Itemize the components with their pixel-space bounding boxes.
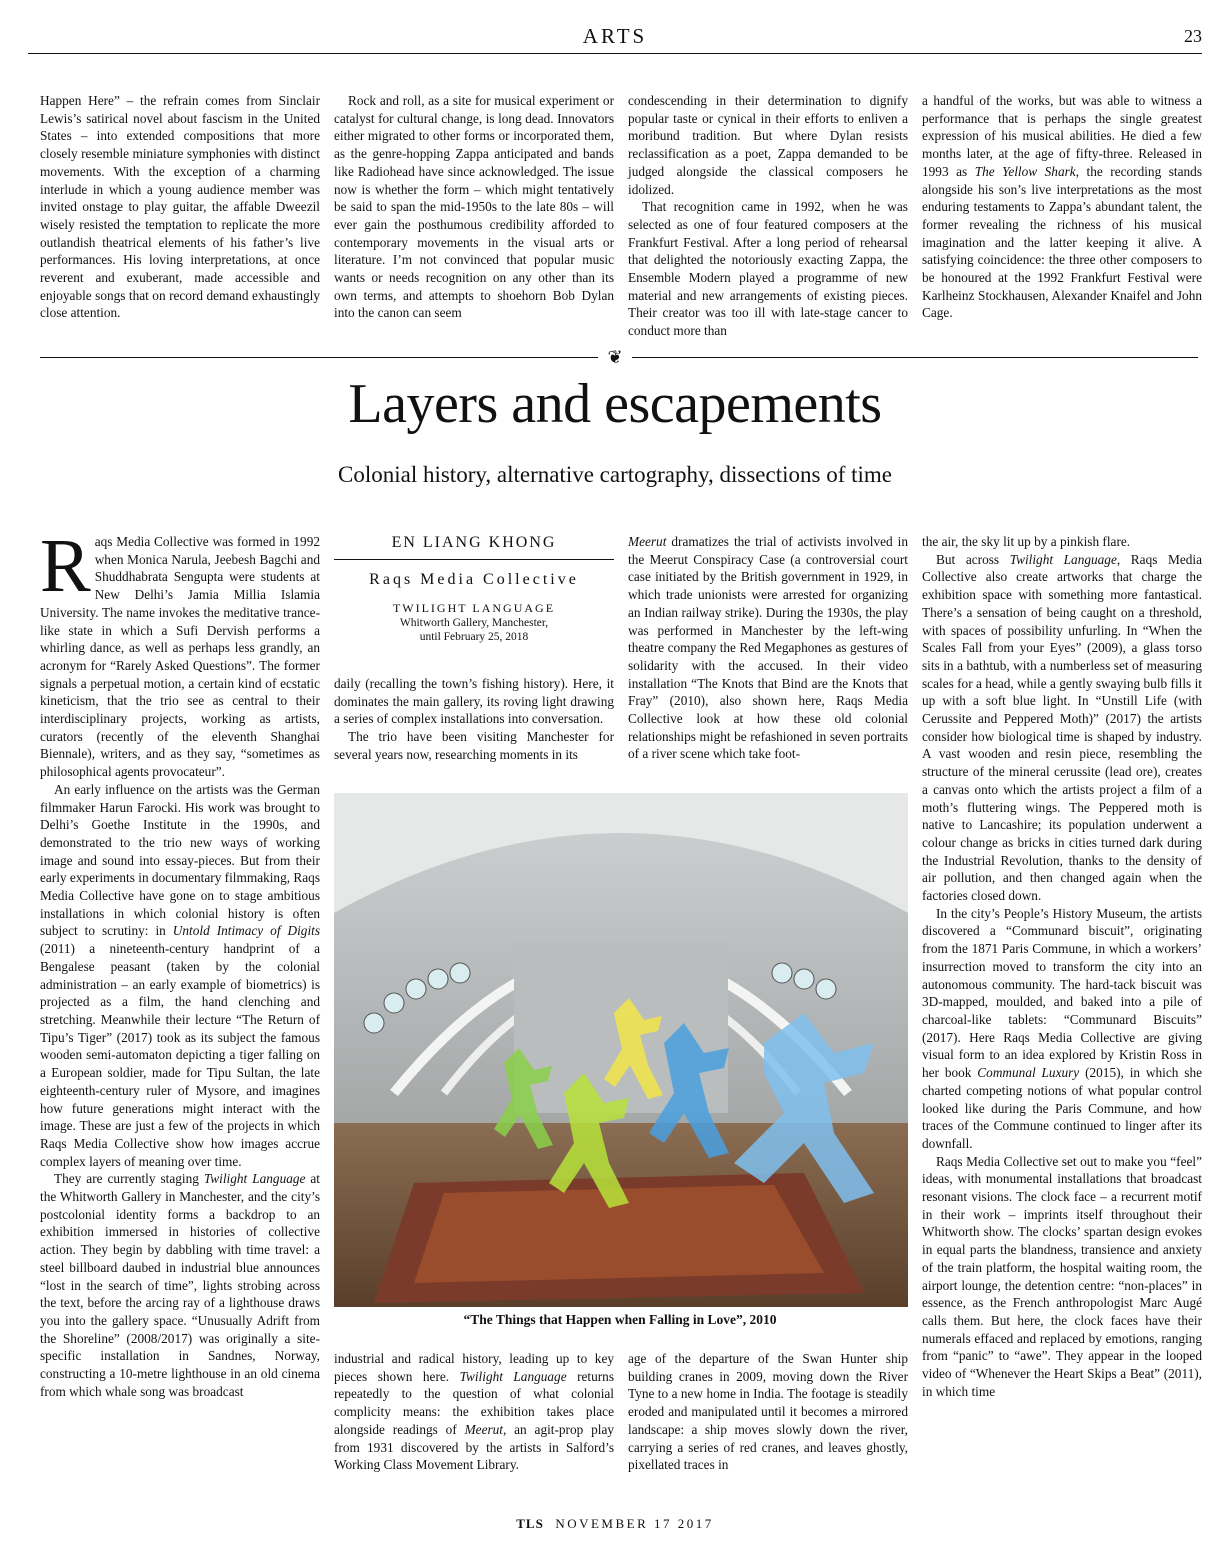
paragraph: An early influence on the artists was the German filmmaker Harun Farocki. His work was brought to Delhi’s Goethe Institute in the 1990s, and demonstrated to the trio new ways of working image and sound into essay-pieces. But from their early experiments in documentary filmmaking, Raqs Media Collective have gone on to stage ambitious installations in which colonial history is often subject to scrutiny: in Untold Intimacy of Digits (2011) a nineteenth-century handprint of a Bengalese peasant (taken by the colonial administration – an early example of biometrics) is projected as a film, the hand clenching and stretching. Meanwhile their lecture “The Return of Tipu’s Tiger” (2017) took as its subject the famous wooden semi-automaton depicting a tiger falling on a European soldier, made for Tipu Sultan, the late eighteenth-century ruler of Mysore, and imagines how future generations might interact with the image. These are just a few of the projects in which Raqs Media Collective show how images accrue complex layers of meaning over time. bbox=[40, 781, 321, 1169]
paragraph: But across Twilight Language, Raqs Media Collective also create artworks that charge the exhibition space with something more fantastical. There’s a sensation of being caught on a threshold, with spaces of possibility unfurling. In “When the Scales Fall from your Eyes” (2009), a glass torso sits in a bathtub, with a numberless set of measuring scales for a head, while a gently swaying bulb fills it up with a soft blue light. In “Unstill Life (with Cerussite and Peppered Moth)” (2017) the artists consider how biological time is shaped by industry. A vast wooden and resin piece, resembling the structure of the mineral cerussite (lead ore), creates a canvas onto which the artists project a film of a moth’s fluttering wings. The Peppered moth is native to Lancashire; its population underwent a colour change as bricks in cities turned dark during the Industrial Revolution, thanks to the density of air pollution, and then changed again when the factories closed down. bbox=[922, 551, 1202, 904]
drop-cap: R bbox=[40, 524, 91, 608]
article-column-1 bbox=[40, 524, 321, 1400]
artist-name: Raqs Media Collective bbox=[369, 571, 579, 588]
prev-article-column-3 bbox=[628, 92, 908, 340]
article-subheadline: Colonial history, alternative cartography, dissections of time bbox=[338, 462, 892, 487]
page-footer bbox=[0, 1516, 1230, 1532]
paragraph: They are currently staging Twilight Language at the Whitworth Gallery in Manchester, and the city’s postcolonial identity forms a backdrop to an exhibition immersed in histories of collective action. They begin by dabbling with time travel: a steel billboard daubed in industrial blue announces “lost in the search of time”, lights strobing across the text, before the arcing ray of a lighthouse draws you into the gallery space. “Unusually Adrift from the Shoreline” (2008/2017) was originally a site-specific installation in Sandnes, Norway, constructing a 10-metre lighthouse in an old cinema from which whale song was broadcast bbox=[40, 1171, 320, 1399]
paragraph: Raqs Media Collective set out to make you “feel” ideas, with monumental installations that broadcast resonant visions. The clock face – a recurrent motif in their work – imprints itself throughout their Whitworth show. The clocks’ spartan design evokes in equal parts the blandness, transience and anxiety of the train platform, the hospital waiting room, the airport lounge, the detention centre: “non-places” in essence, as the French anthropologist Marc Augé calls them. But here, the clock faces have their numerals effaced and replaced by emotions, ranging from “panic” to “awe”. They appear in the looped video of “Whenever the Heart Skips a Beat” (2011), in which time bbox=[922, 1153, 1202, 1399]
prev-article-column-1 bbox=[40, 92, 320, 322]
installation-photo-illustration bbox=[334, 793, 908, 1307]
article-divider-left bbox=[40, 357, 598, 358]
author-byline: EN LIANG KHONG bbox=[391, 534, 557, 551]
byline-rule bbox=[334, 559, 614, 560]
paragraph: Meerut dramatizes the trial of activists involved in the Meerut Conspiracy Case (a controversial court case initiated by the British government in 1929, in which trade unionists were arrested for organizing an Indian railway strike). During the 1930s, the play was performed in Manchester by the left-wing theatre company the Red Megaphones as gestures of solidarity with the accused. In their video installation “The Knots that Bind are the Knots that Fray” (2010), also shown here, Raqs Media Collective look at how these old colonial relationships might be refashioned in seven portraits of a river scene which take foot- bbox=[628, 534, 908, 762]
gallery-photograph bbox=[334, 793, 908, 1307]
article-column-2-top bbox=[334, 675, 614, 764]
section-label: ARTS bbox=[582, 24, 648, 48]
paragraph: That recognition came in 1992, when he was selected as one of four featured composers at the Frankfurt Festival. After a long period of rehearsal that delighted the notoriously exacting Zappa, the Ensemble Modern played a programme of new material and new arrangements of existing pieces. Their creator was too ill with late-stage cancer to conduct more than bbox=[628, 199, 908, 339]
paragraph: Raqs Media Collective was formed in 1992 when Monica Narula, Jeebesh Bagchi and Shuddhabrata Sengupta were students at New Delhi’s Jamia Millia Islamia University. The name invokes the meditative trance-like state in which a Sufi Dervish performs a whirling dance, as well as perhaps less grandly, an acronym for “Rarely Asked Questions”. The former signals a perpetual motion, a certain kind of ecstatic kineticism, that the trio see as central to their interdisciplinary projects, working as artists, curators (recently of the eleventh Shanghai Biennale), writers, and as they say, “sometimes as philosophical agents provocateur”. bbox=[40, 524, 320, 780]
article-column-4 bbox=[922, 533, 1202, 1400]
exhibition-venue: Whitworth Gallery, Manchester, bbox=[399, 617, 549, 629]
paragraph: Happen Here” – the refrain comes from Sinclair Lewis’s satirical novel about fascism in the United States – into extended compositions that more closely resemble miniature symphonies with distinct movements. With the exception of a charming interlude in which a young audience member was invited onstage to play guitar, the affable Dweezil wisely resisted the temptation to replicate the more outlandish theatrical elements of his father’s live performances. His loving interpretations, at once reverent and exuberant, made accessible and enjoyable songs that on record demand exhaustingly close attention. bbox=[40, 93, 320, 321]
exhibition-dates: until February 25, 2018 bbox=[419, 631, 529, 643]
article-column-3-top bbox=[628, 533, 908, 763]
article-divider-right bbox=[632, 357, 1198, 358]
article-column-3-bottom bbox=[628, 1350, 908, 1474]
prev-article-column-4 bbox=[922, 92, 1202, 322]
paragraph: a handful of the works, but was able to witness a performance that is perhaps the single greatest expression of his musical abilities. He died a few months later, at the age of fifty-three. Released in 1993 as The Yellow Shark, the recording stands alongside his son’s live interpretations as the most enduring testaments to Zappa’s abundant talent, the former revealing the richness of his musical imagination and the latter keeping it alive. A satisfying coincidence: the three other composers to be honoured at the 1992 Frankfurt Festival were Karlheinz Stockhausen, Alexander Knaifel and John Cage. bbox=[922, 93, 1202, 321]
paragraph: age of the departure of the Swan Hunter ship building cranes in 2009, moving down the River Tyne to a new home in India. The footage is steadily eroded and manipulated until it becomes a mirrored landscape: a ship moves slowly down the river, carrying a series of red cranes, and leaves ghostly, pixellated traces in bbox=[628, 1351, 908, 1473]
paragraph: industrial and radical history, leading up to key pieces shown here. Twilight Language returns repeatedly to the question of what colonial complicity means: the exhibition takes place alongside readings of Meerut, an agit-prop play from 1931 discovered by the artists in Salford’s Working Class Movement Library. bbox=[334, 1351, 615, 1473]
page-number: 23 bbox=[1184, 26, 1202, 46]
paragraph: Rock and roll, as a site for musical experiment or catalyst for cultural change, is long dead. Innovators either migrated to other forms or incorporated them, as the genre-hopping Zappa anticipated and bands like Radiohead have since acknowledged. The issue now is whether the form – which might tentatively be said to span the mid-1950s to the late 80s – will ever gain the posthumous credibility afforded to contemporary movements in the visual arts or literature. I’m not convinced that popular music wants or needs recognition on any other than its own terms, and attempts to shoehorn Bob Dylan into the canon can seem bbox=[334, 93, 614, 321]
article-column-2-bottom bbox=[334, 1350, 614, 1474]
paragraph: In the city’s People’s History Museum, the artists discovered a “Communard biscuit”, originating from the 1871 Paris Commune, in which a workers’ insurrection moved to transform the city into an autonomous community. The hard-tack biscuit was 3D-mapped, moulded, and baked into a pile of charcoal-like tablets: “Communard Biscuits” (2017). Here Raqs Media Collective are giving visual form to an idea explored by Kristin Ross in her book Communal Luxury (2015), in which she charted competing notions of what popular control looked like during the Paris Commune, and how traces of the Commune continued to linger after its downfall. bbox=[922, 905, 1202, 1151]
prev-article-column-2 bbox=[334, 92, 614, 322]
publication-name: TLS bbox=[516, 1516, 544, 1531]
review-info-box bbox=[334, 534, 614, 644]
photo-caption: “The Things that Happen when Falling in Love”, 2010 bbox=[463, 1312, 777, 1327]
header-rule bbox=[28, 53, 1202, 54]
paragraph: the air, the sky lit up by a pinkish flare. bbox=[922, 534, 1131, 549]
paragraph: The trio have been visiting Manchester for several years now, researching moments in its bbox=[334, 729, 614, 762]
issue-date: NOVEMBER 17 2017 bbox=[555, 1516, 714, 1531]
fleuron-ornament: ❦ bbox=[607, 347, 623, 367]
exhibition-title: TWILIGHT LANGUAGE bbox=[392, 601, 556, 615]
paragraph: daily (recalling the town’s fishing history). Here, it dominates the main gallery, its roving light drawing a series of complex installations into conversation. bbox=[334, 676, 614, 727]
article-headline: Layers and escapements bbox=[348, 373, 882, 435]
paragraph: condescending in their determination to dignify popular taste or cynical in their efforts to enliven a moribund tradition. But where Dylan resists reclassification as a poet, Zappa demanded to be judged alongside the classical composers he idolized. bbox=[628, 93, 908, 197]
